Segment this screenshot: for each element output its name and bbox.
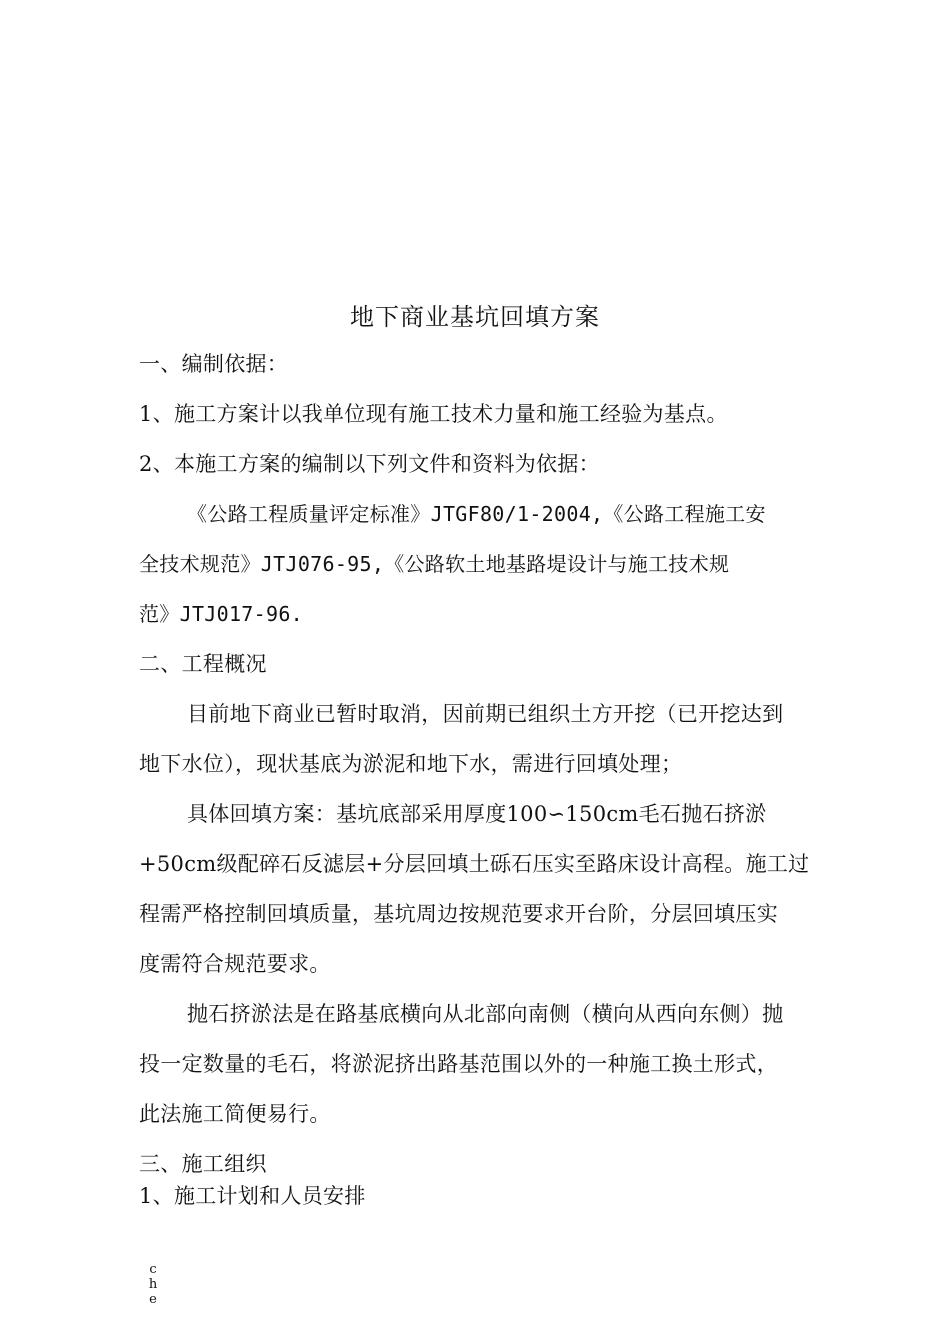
footer-char: h bbox=[148, 1277, 158, 1292]
overview-para2-line1: 具体回填方案：基坑底部采用厚度100∽150cm毛石抛石挤淤 bbox=[187, 802, 767, 826]
section1-item2: 2、本施工方案的编制以下列文件和资料为依据： bbox=[139, 452, 600, 476]
footer-vertical-text bbox=[146, 1262, 160, 1307]
footer-char: e bbox=[149, 1292, 157, 1307]
overview-para3-line3: 此法施工简便易行。 bbox=[139, 1102, 331, 1126]
footer-char: c bbox=[149, 1262, 157, 1277]
references-line2: 全技术规范》JTJ076-95,《公路软土地基路堤设计与施工技术规 bbox=[139, 552, 730, 576]
references-line1: 《公路工程质量评定标准》JTGF80/1-2004,《公路工程施工安 bbox=[187, 502, 766, 526]
section1-heading: 一、编制依据： bbox=[139, 352, 289, 376]
overview-para1-line2: 地下水位），现状基底为淤泥和地下水，需进行回填处理； bbox=[139, 752, 683, 776]
overview-para2-line3: 程需严格控制回填质量，基坑周边按规范要求开台阶，分层回填压实 bbox=[139, 902, 778, 926]
overview-para3-line2: 投一定数量的毛石，将淤泥挤出路基范围以外的一种施工换土形式， bbox=[139, 1052, 778, 1076]
overview-para3-line1: 抛石挤淤法是在路基底横向从北部向南侧（横向从西向东侧）抛 bbox=[187, 1002, 784, 1026]
section1-item1: 1、施工方案计以我单位现有施工技术力量和施工经验为基点。 bbox=[139, 402, 728, 426]
overview-para1-line1: 目前地下商业已暂时取消，因前期已组织土方开挖（已开挖达到 bbox=[187, 702, 784, 726]
overview-para2-line4: 度需符合规范要求。 bbox=[139, 952, 331, 976]
section3-item1: 1、施工计划和人员安排 bbox=[139, 1184, 366, 1208]
page-title: 地下商业基坑回填方案 bbox=[350, 303, 600, 331]
references-line3: 范》JTJ017-96. bbox=[139, 602, 304, 626]
section2-heading: 二、工程概况 bbox=[139, 652, 267, 676]
section3-heading: 三、施工组织 bbox=[139, 1152, 267, 1176]
overview-para2-line2: +50cm级配碎石反滤层+分层回填土砾石压实至路床设计高程。施工过 bbox=[139, 852, 810, 876]
